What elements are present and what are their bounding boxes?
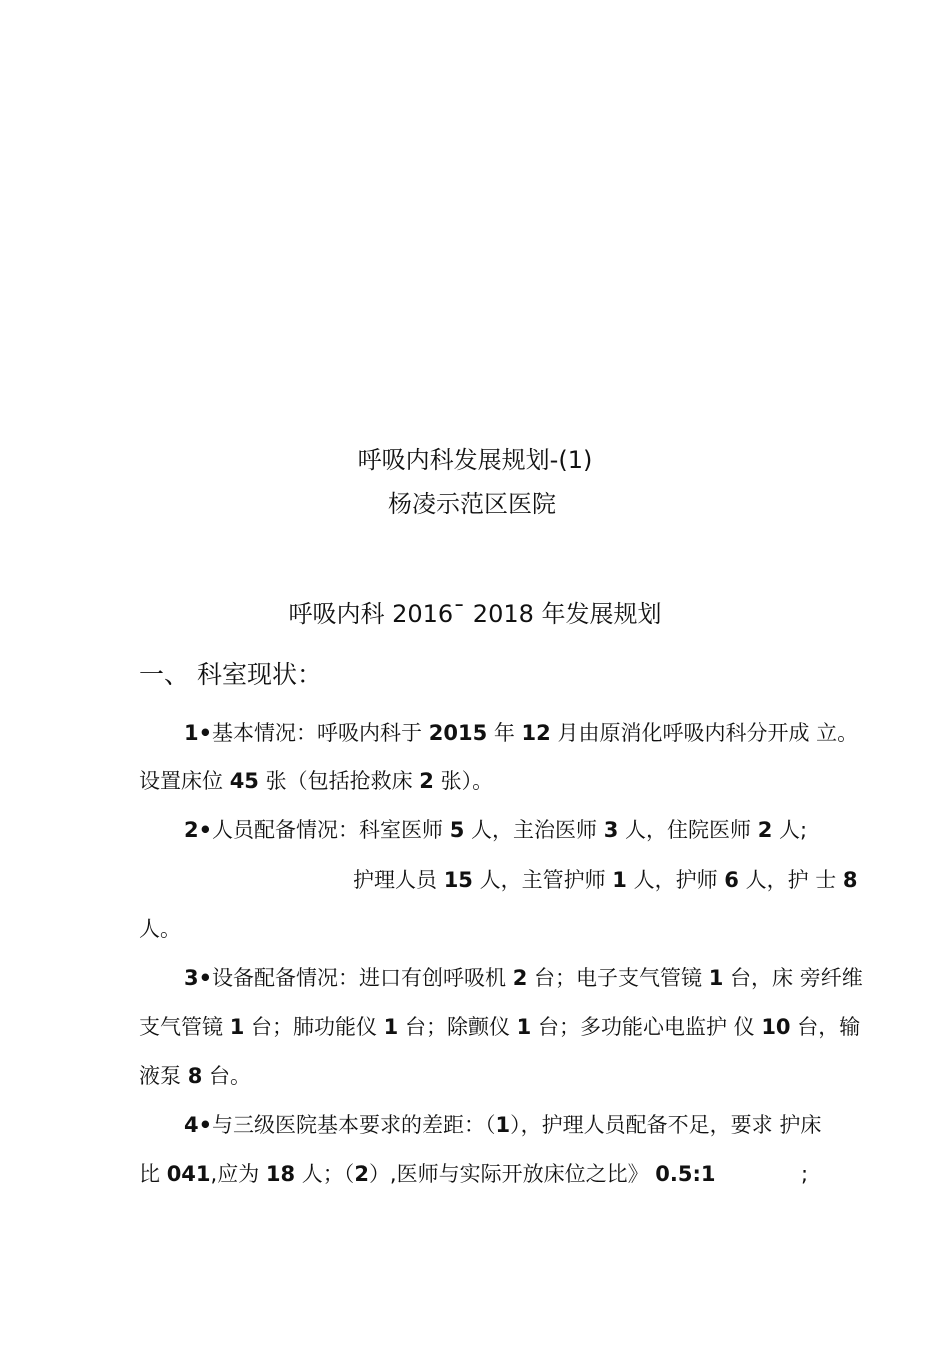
paragraph-3-line-3: 液泵 8 台。: [139, 1064, 251, 1088]
paragraph-2-line-2: 护理人员 15 人，主管护师 1 人，护师 6 人，护 士 8: [353, 868, 858, 892]
paragraph-3-line-1: 3•设备配备情况：进口有创呼吸机 2 台；电子支气管镜 1 台，床 旁纤维: [184, 966, 863, 990]
paragraph-2-line-3: 人。: [139, 917, 181, 941]
paragraph-4-line-1: 4•与三级医院基本要求的差距：（1），护理人员配备不足，要求 护床: [184, 1113, 822, 1137]
plan-subtitle: 呼吸内科 2016¯ 2018 年发展规划: [288, 600, 662, 628]
document-title: 呼吸内科发展规划-(1): [357, 446, 593, 474]
paragraph-2-line-1: 2•人员配备情况：科室医师 5 人，主治医师 3 人，住院医师 2 人;: [184, 818, 808, 842]
paragraph-4-line-2: 比 041,应为 18 人；（2）,医师与实际开放床位之比》 0.5:1: [139, 1162, 716, 1186]
paragraph-1-line-2: 设置床位 45 张（包括抢救床 2 张）。: [139, 769, 494, 793]
paragraph-1-line-1: 1•基本情况：呼吸内科于 2015 年 12 月由原消化呼吸内科分开成 立。: [184, 721, 859, 745]
paragraph-3-line-2: 支气管镜 1 台；肺功能仪 1 台；除颤仪 1 台；多功能心电监护 仪 10 台，输: [139, 1015, 861, 1039]
section-heading: 一、 科室现状：: [139, 660, 322, 689]
paragraph-4-line-2-end: ;: [801, 1162, 809, 1186]
hospital-name: 杨凌示范区医院: [388, 490, 556, 518]
